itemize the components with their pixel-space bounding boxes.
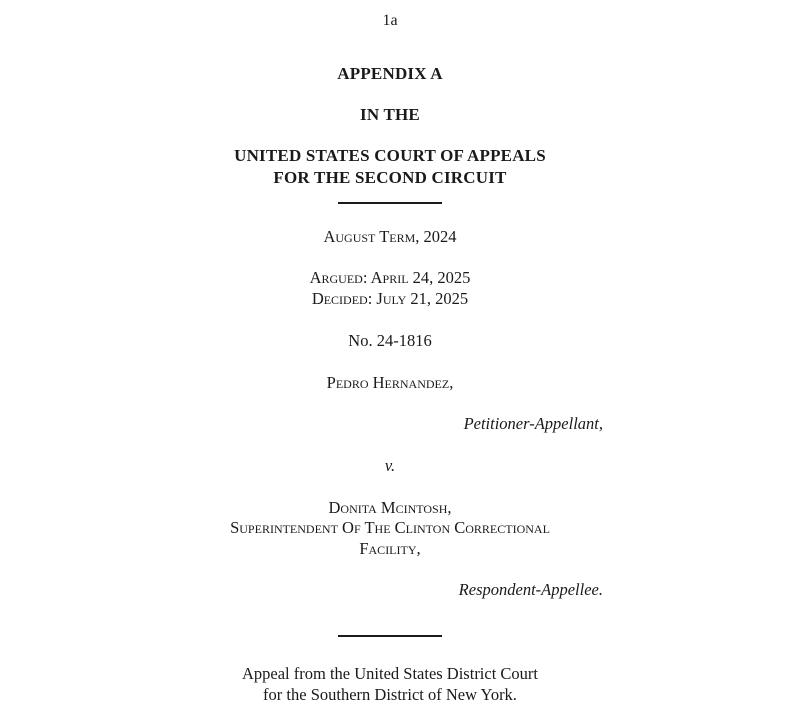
divider-rule-top: [338, 202, 442, 204]
respondent-title: Superintendent Of The Clinton Correctional: [230, 518, 550, 537]
page-number: 1a: [382, 12, 398, 29]
divider-rule-bottom: [338, 635, 442, 637]
respondent-facility: Facility,: [359, 539, 421, 558]
term: August Term, 2024: [323, 227, 457, 246]
appendix-title: APPENDIX A: [337, 64, 443, 83]
petitioner-role: Petitioner-Appellant,: [463, 414, 603, 433]
decided-date: Decided: July 21, 2025: [311, 289, 469, 308]
appeal-line2: for the Southern District of New York.: [263, 685, 517, 704]
respondent-role: Respondent-Appellee.: [458, 580, 603, 599]
court-name-line2: FOR THE SECOND CIRCUIT: [273, 168, 507, 187]
appeal-line1: Appeal from the United States District Court: [241, 664, 539, 683]
versus: v.: [384, 456, 396, 475]
petitioner-name: Pedro Hernandez,: [326, 373, 454, 392]
court-name-line1: UNITED STATES COURT OF APPEALS: [234, 146, 546, 165]
respondent-name: Donita Mcintosh,: [328, 498, 452, 517]
docket-number: No. 24-1816: [348, 331, 432, 350]
argued-date: Argued: April 24, 2025: [309, 268, 471, 287]
in-the-heading: IN THE: [360, 105, 420, 124]
